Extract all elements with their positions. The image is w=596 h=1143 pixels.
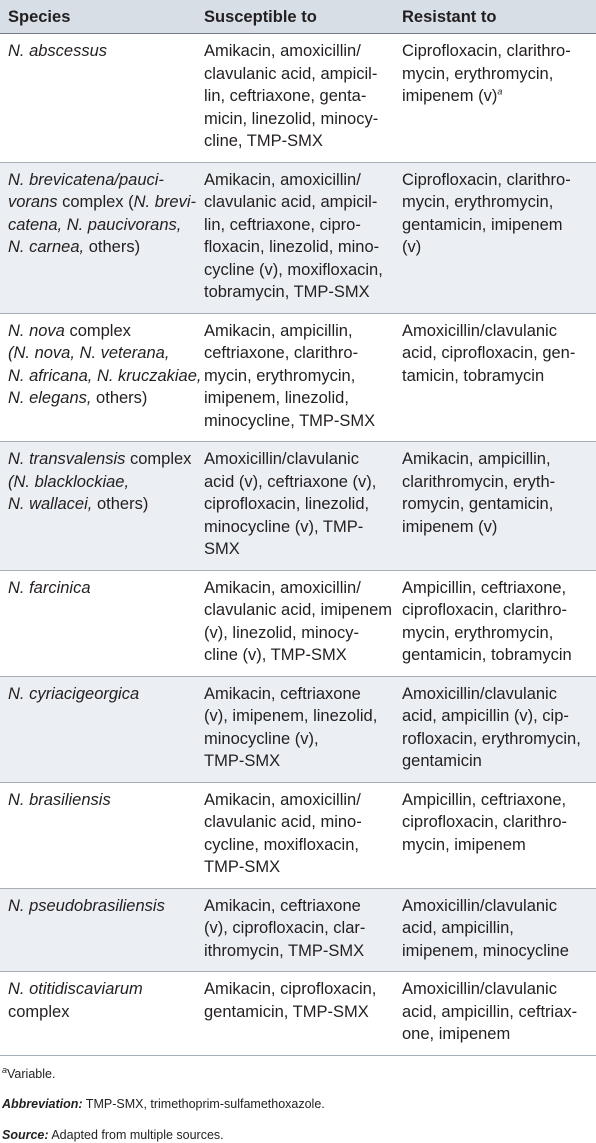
table-row: [0, 972, 596, 1056]
species-cell: N. transvalensis complex (N. blacklockiae, N. wallacei, others): [0, 442, 196, 571]
header-species: Species: [0, 0, 196, 34]
footnote-variable: $^a$Variable.: [2, 1064, 56, 1081]
susceptible-cell: Amikacin, amoxicillin/ clavulanic acid, ampicil- lin, ceftriaxone, cipro- floxacin, linezolid, mino- cycline (v), moxifloxacin, tobramycin, TMP-SMX: [196, 162, 394, 313]
header-resistant: Resistant to: [394, 0, 596, 34]
species-cell: N. brevicatena/pauci- vorans complex (N. brevi- catena, N. paucivorans, N. carnea, others): [0, 162, 196, 313]
footnote-marker: a: [497, 86, 503, 97]
susceptible-cell: Amikacin, amoxicillin/ clavulanic acid, ampicil- lin, ceftriaxone, genta- micin, linezolid, minocy- cline, TMP-SMX: [196, 34, 394, 163]
table-row: [0, 888, 596, 972]
table-row: [0, 782, 596, 888]
table-header-row: [0, 0, 596, 34]
resistant-cell: Amoxicillin/clavulanic acid, ampicillin, imipenem, minocycline: [394, 888, 596, 972]
table-row: [0, 570, 596, 676]
table-row: [0, 34, 596, 163]
susceptible-cell: Amikacin, amoxicillin/ clavulanic acid, imipenem (v), linezolid, minocy- cline (v), TMP-SMX: [196, 570, 394, 676]
species-cell: N. nova complex (N. nova, N. veterana, N. africana, N. kruczakiae, N. elegans, others): [0, 313, 196, 442]
table-row: [0, 162, 596, 313]
susceptible-cell: Amikacin, ampicillin, ceftriaxone, clarithro- mycin, erythromycin, imipenem, linezolid, minocycline, TMP-SMX: [196, 313, 394, 442]
table-row: [0, 676, 596, 782]
species-cell: N. otitidiscaviarum complex: [0, 972, 196, 1056]
footnote-source: Source: Adapted from multiple sources.: [2, 1127, 224, 1142]
susceptible-cell: Amikacin, ceftriaxone (v), ciprofloxacin, clar- ithromycin, TMP-SMX: [196, 888, 394, 972]
resistant-cell: Amoxicillin/clavulanic acid, ampicillin, ceftriax- one, imipenem: [394, 972, 596, 1056]
resistant-cell: Ciprofloxacin, clarithro- mycin, erythromycin, imipenem $(v)^a$: [394, 34, 596, 163]
table-row: [0, 313, 596, 442]
table-footnotes: [0, 1066, 596, 1143]
susceptible-cell: Amikacin, ciprofloxacin, gentamicin, TMP-SMX: [196, 972, 394, 1056]
header-susceptible: Susceptible to: [196, 0, 394, 34]
resistant-cell: Ampicillin, ceftriaxone, ciprofloxacin, clarithro- mycin, erythromycin, gentamicin, tobramycin: [394, 570, 596, 676]
susceptible-cell: Amoxicillin/clavulanic acid (v), ceftriaxone (v), ciprofloxacin, linezolid, minocycline (v), TMP- SMX: [196, 442, 394, 571]
species-cell: N. abscessus: [0, 34, 196, 163]
resistant-cell: Ampicillin, ceftriaxone, ciprofloxacin, clarithro- mycin, imipenem: [394, 782, 596, 888]
resistant-cell: Ciprofloxacin, clarithro- mycin, erythromycin, gentamicin, imipenem (v): [394, 162, 596, 313]
species-cell: N. farcinica: [0, 570, 196, 676]
resistant-cell: Amoxicillin/clavulanic acid, ampicillin (v), cip- rofloxacin, erythromycin, gentamicin: [394, 676, 596, 782]
susceptible-cell: Amikacin, ceftriaxone (v), imipenem, linezolid, minocycline (v), TMP-SMX: [196, 676, 394, 782]
footnote-abbreviation: Abbreviation: TMP-SMX, trimethoprim-sulfamethoxazole.: [2, 1096, 325, 1111]
species-cell: N. brasiliensis: [0, 782, 196, 888]
table-row: [0, 442, 596, 571]
susceptible-cell: Amikacin, amoxicillin/ clavulanic acid, mino- cycline, moxifloxacin, TMP-SMX: [196, 782, 394, 888]
resistant-cell: Amikacin, ampicillin, clarithromycin, eryth- romycin, gentamicin, imipenem (v): [394, 442, 596, 571]
species-cell: N. cyriacigeorgica: [0, 676, 196, 782]
species-cell: N. pseudobrasiliensis: [0, 888, 196, 972]
resistant-cell: Amoxicillin/clavulanic acid, ciprofloxacin, gen- tamicin, tobramycin: [394, 313, 596, 442]
